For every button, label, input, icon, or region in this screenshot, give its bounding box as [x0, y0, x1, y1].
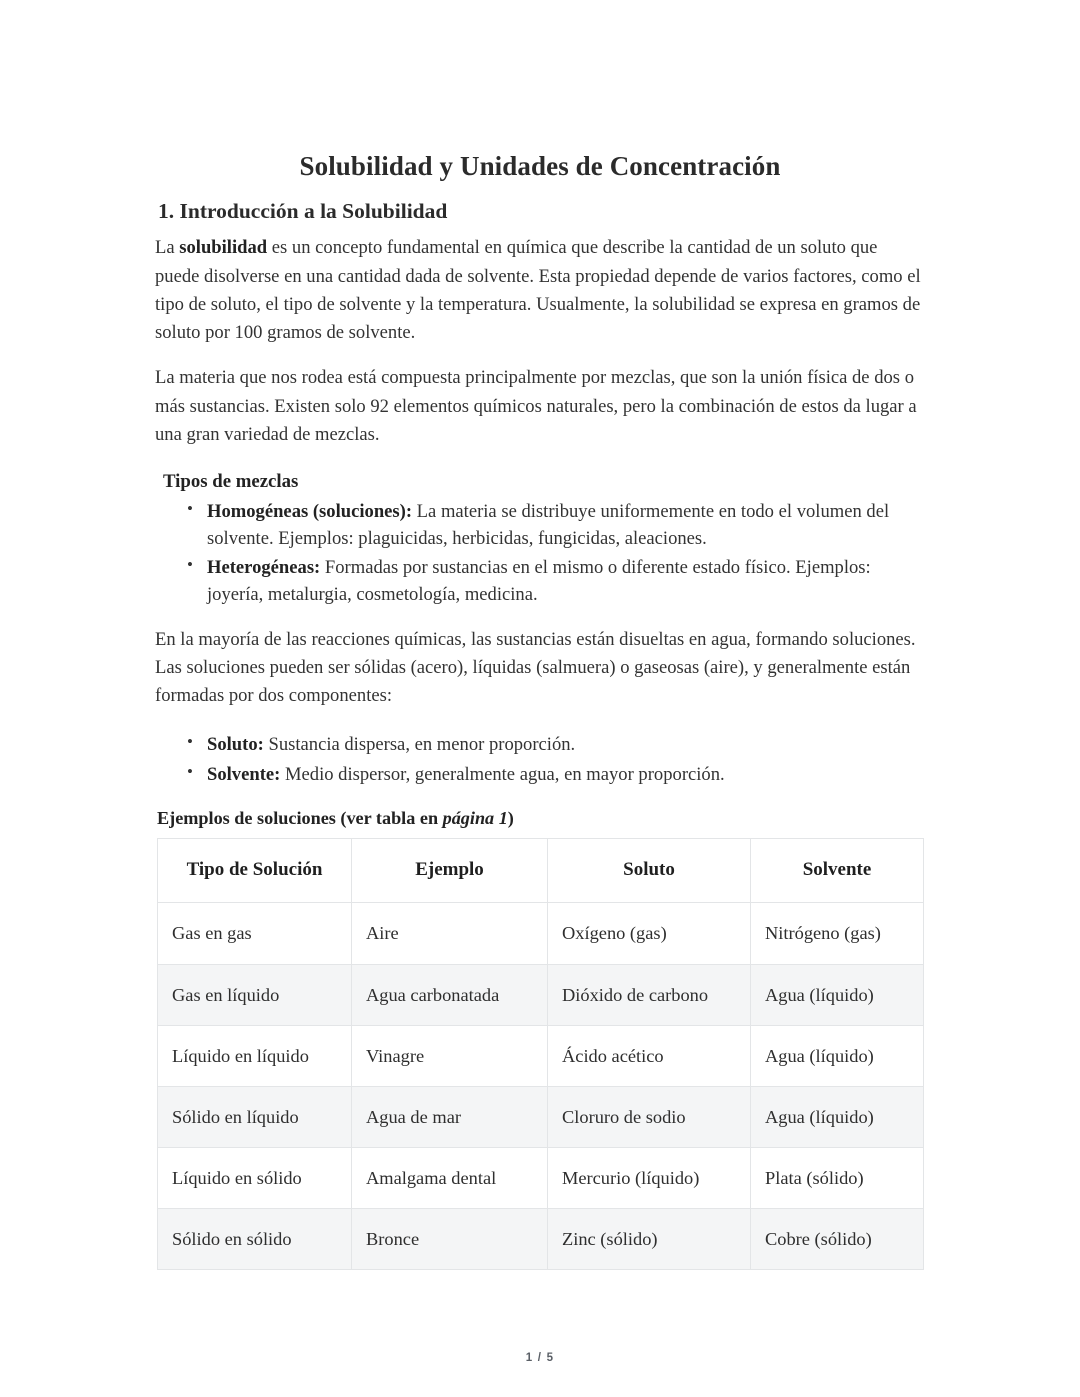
cell-ejemplo: Agua carbonatada	[352, 964, 548, 1025]
table-caption	[157, 806, 925, 831]
solutions-examples-table	[157, 838, 924, 1270]
cell-solvente: Nitrógeno (gas)	[751, 903, 924, 964]
list-tipos-de-mezclas	[155, 498, 925, 608]
cell-solvente: Agua (líquido)	[751, 964, 924, 1025]
cell-solvente: Agua (líquido)	[751, 1025, 924, 1086]
cell-soluto: Zinc (sólido)	[548, 1209, 751, 1270]
table-row	[158, 1209, 924, 1270]
list-item	[207, 761, 925, 788]
list-item-description: La materia se distribuye uniformemente en todo el volumen del solvente. Ejemplos: plaguicidas, herbicidas, fungicidas, aleaciones.	[207, 501, 890, 550]
cell-tipo-de-solucion: Sólido en sólido	[158, 1209, 352, 1270]
table-row	[158, 964, 924, 1025]
cell-soluto: Cloruro de sodio	[548, 1086, 751, 1147]
list-item	[207, 554, 925, 608]
cell-tipo-de-solucion: Líquido en sólido	[158, 1147, 352, 1208]
list-item	[207, 498, 925, 552]
table-row	[158, 903, 924, 964]
term-solubilidad: solubilidad	[179, 237, 268, 259]
cell-soluto: Ácido acético	[548, 1025, 751, 1086]
cell-ejemplo: Aire	[352, 903, 548, 964]
cell-tipo-de-solucion: Gas en líquido	[158, 964, 352, 1025]
list-item-term: Heterogéneas:	[207, 556, 321, 578]
subheading-tipos-de-mezclas: Tipos de mezclas	[163, 471, 299, 493]
table-row	[158, 1086, 924, 1147]
cell-soluto: Dióxido de carbono	[548, 964, 751, 1025]
table-header	[158, 839, 924, 903]
table-row	[158, 1147, 924, 1208]
column-header-tipo-de-solucion: Tipo de Solución	[158, 839, 352, 903]
cell-soluto: Mercurio (líquido)	[548, 1147, 751, 1208]
paragraph-lead-text: La	[155, 237, 180, 259]
paragraph-reacciones-quimicas: En la mayoría de las reacciones químicas, las sustancias están disueltas en agua, formando soluciones. Las soluciones pueden ser sólidas (acero), líquidas (salmuera) o gaseosas (aire), y generalmente están formadas por dos componentes:	[155, 628, 916, 707]
cell-ejemplo: Vinagre	[352, 1025, 548, 1086]
cell-ejemplo: Amalgama dental	[352, 1147, 548, 1208]
page-title: Solubilidad y Unidades de Concentración	[299, 151, 781, 181]
section-heading-introduccion: 1. Introducción a la Solubilidad	[158, 199, 448, 224]
column-header-soluto: Soluto	[548, 839, 751, 903]
cell-solvente: Cobre (sólido)	[751, 1209, 924, 1270]
list-componentes-solucion	[155, 731, 925, 788]
page-number-footer: 1 / 5	[525, 1352, 555, 1364]
cell-solvente: Plata (sólido)	[751, 1147, 924, 1208]
list-item	[207, 731, 925, 758]
cell-tipo-de-solucion: Líquido en líquido	[158, 1025, 352, 1086]
paragraph-materia-mezclas: La materia que nos rodea está compuesta principalmente por mezclas, que son la unión física de dos o más sustancias. Existen solo 92 elementos químicos naturales, pero la combinación de estos da lugar a una gran variedad de mezclas.	[155, 367, 917, 445]
list-item-term: Homogéneas (soluciones):	[207, 501, 413, 523]
cell-soluto: Oxígeno (gas)	[548, 903, 751, 964]
cell-tipo-de-solucion: Sólido en líquido	[158, 1086, 352, 1147]
list-item-description: Sustancia dispersa, en menor proporción.	[263, 733, 576, 755]
paragraph-solubilidad-definition	[155, 234, 925, 347]
table-caption-reference: página 1	[442, 807, 508, 828]
cell-tipo-de-solucion: Gas en gas	[158, 903, 352, 964]
list-item-description: Medio dispersor, generalmente agua, en mayor proporción.	[280, 763, 725, 785]
cell-solvente: Agua (líquido)	[751, 1086, 924, 1147]
column-header-ejemplo: Ejemplo	[352, 839, 548, 903]
cell-ejemplo: Bronce	[352, 1209, 548, 1270]
column-header-solvente: Solvente	[751, 839, 924, 903]
table-row	[158, 1025, 924, 1086]
list-item-term: Soluto:	[207, 733, 264, 755]
list-item-description: Formadas por sustancias en el mismo o diferente estado físico. Ejemplos: joyería, metalurgia, cosmetología, medicina.	[207, 556, 871, 605]
table-caption-suffix: )	[507, 807, 514, 828]
table-header-row	[158, 839, 924, 903]
table-caption-prefix: Ejemplos de soluciones (ver tabla en	[157, 807, 443, 828]
cell-ejemplo: Agua de mar	[352, 1086, 548, 1147]
document-content	[155, 150, 925, 1270]
paragraph-body-text: es un concepto fundamental en química que describe la cantidad de un soluto que puede disolverse en una cantidad dada de solvente. Esta propiedad depende de varios factores, como el tipo de soluto, el tipo de solvente y la temperatura. Usualmente, la solubilidad se expresa en gramos de soluto por 100 gramos de solvente.	[155, 237, 921, 344]
table-body	[158, 903, 924, 1270]
list-item-term: Solvente:	[207, 763, 281, 785]
